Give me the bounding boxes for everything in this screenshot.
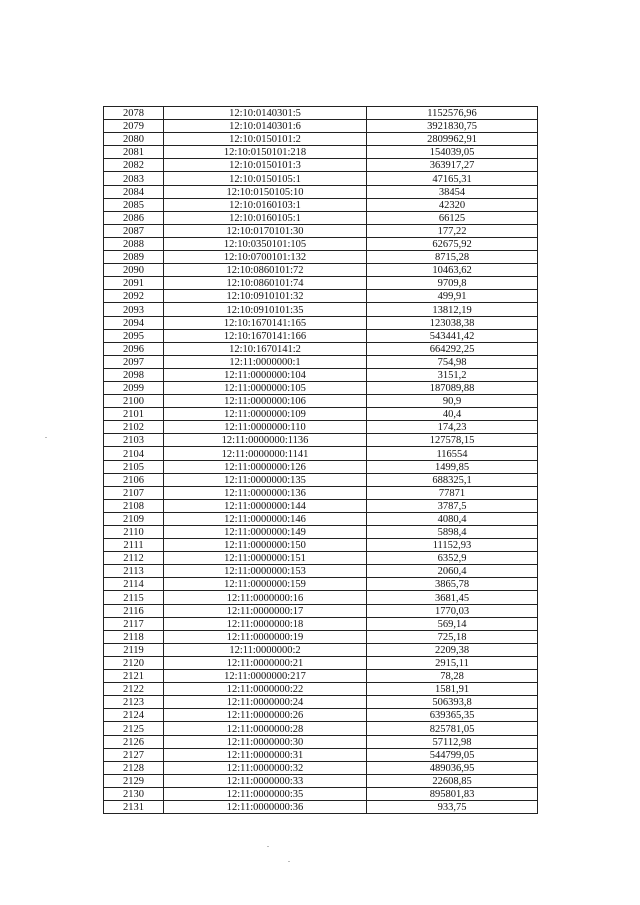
table-row: [104, 303, 538, 316]
cadastral-value-cell: 2915,11: [367, 656, 538, 669]
row-number-cell: 2085: [104, 198, 164, 211]
cadastral-value-cell: 363917,27: [367, 159, 538, 172]
table-row: [104, 709, 538, 722]
table-row: [104, 499, 538, 512]
cadastral-value-cell: 3151,2: [367, 368, 538, 381]
cadastral-value-cell: 754,98: [367, 355, 538, 368]
row-number-cell: 2118: [104, 630, 164, 643]
cadastral-value-cell: 38454: [367, 185, 538, 198]
row-number-cell: 2101: [104, 408, 164, 421]
table-row: [104, 539, 538, 552]
table-row: [104, 277, 538, 290]
table-row: [104, 264, 538, 277]
cadastral-number-cell: 12:11:0000000:126: [164, 460, 367, 473]
cadastral-value-cell: 895801,83: [367, 787, 538, 800]
table-row: [104, 735, 538, 748]
table-row: [104, 643, 538, 656]
table-row: [104, 552, 538, 565]
table-row: [104, 787, 538, 800]
table-row: [104, 460, 538, 473]
table-row: [104, 159, 538, 172]
row-number-cell: 2117: [104, 617, 164, 630]
cadastral-value-cell: 6352,9: [367, 552, 538, 565]
table-row: [104, 146, 538, 159]
cadastral-value-cell: 9709,8: [367, 277, 538, 290]
cadastral-number-cell: 12:10:0860101:72: [164, 264, 367, 277]
table-row: [104, 630, 538, 643]
cadastral-number-cell: 12:11:0000000:28: [164, 722, 367, 735]
cadastral-number-cell: 12:11:0000000:18: [164, 617, 367, 630]
row-number-cell: 2105: [104, 460, 164, 473]
cadastral-value-cell: 40,4: [367, 408, 538, 421]
table-row: [104, 133, 538, 146]
table-row: [104, 251, 538, 264]
row-number-cell: 2124: [104, 709, 164, 722]
cadastral-number-cell: 12:11:0000000:35: [164, 787, 367, 800]
cadastral-number-cell: 12:11:0000000:33: [164, 774, 367, 787]
row-number-cell: 2121: [104, 670, 164, 683]
cadastral-value-cell: 3865,78: [367, 578, 538, 591]
row-number-cell: 2086: [104, 211, 164, 224]
row-number-cell: 2126: [104, 735, 164, 748]
table-row: [104, 722, 538, 735]
table-row: [104, 211, 538, 224]
cadastral-number-cell: 12:11:0000000:136: [164, 486, 367, 499]
cadastral-number-cell: 12:11:0000000:217: [164, 670, 367, 683]
cadastral-number-cell: 12:11:0000000:146: [164, 512, 367, 525]
cadastral-number-cell: 12:11:0000000:149: [164, 526, 367, 539]
cadastral-value-cell: 13812,19: [367, 303, 538, 316]
cadastral-value-cell: 66125: [367, 211, 538, 224]
table-row: [104, 565, 538, 578]
table-row: [104, 696, 538, 709]
row-number-cell: 2090: [104, 264, 164, 277]
cadastral-number-cell: 12:11:0000000:32: [164, 761, 367, 774]
cadastral-value-cell: 1581,91: [367, 683, 538, 696]
row-number-cell: 2092: [104, 290, 164, 303]
table-row: [104, 368, 538, 381]
row-number-cell: 2103: [104, 434, 164, 447]
cadastral-value-cell: 77871: [367, 486, 538, 499]
cadastral-number-cell: 12:11:0000000:17: [164, 604, 367, 617]
table-row: [104, 329, 538, 342]
row-number-cell: 2107: [104, 486, 164, 499]
cadastral-value-cell: 5898,4: [367, 526, 538, 539]
row-number-cell: 2080: [104, 133, 164, 146]
cadastral-number-cell: 12:10:0140301:5: [164, 107, 367, 120]
table-row: [104, 774, 538, 787]
cadastral-value-cell: 2209,38: [367, 643, 538, 656]
cadastral-value-cell: 543441,42: [367, 329, 538, 342]
cadastral-value-cell: 10463,62: [367, 264, 538, 277]
row-number-cell: 2128: [104, 761, 164, 774]
cadastral-value-cell: 725,18: [367, 630, 538, 643]
cadastral-number-cell: 12:10:0160103:1: [164, 198, 367, 211]
row-number-cell: 2110: [104, 526, 164, 539]
table-row: [104, 290, 538, 303]
table-row: [104, 800, 538, 813]
cadastral-number-cell: 12:11:0000000:16: [164, 591, 367, 604]
cadastral-number-cell: 12:10:0910101:32: [164, 290, 367, 303]
table-row: [104, 224, 538, 237]
row-number-cell: 2100: [104, 395, 164, 408]
table-row: [104, 172, 538, 185]
cadastral-number-cell: 12:10:1670141:165: [164, 316, 367, 329]
row-number-cell: 2087: [104, 224, 164, 237]
cadastral-value-cell: 544799,05: [367, 748, 538, 761]
cadastral-number-cell: 12:10:0350101:105: [164, 237, 367, 250]
row-number-cell: 2127: [104, 748, 164, 761]
table-row: [104, 355, 538, 368]
table-row: [104, 670, 538, 683]
table-row: [104, 342, 538, 355]
cadastral-number-cell: 12:10:0150101:218: [164, 146, 367, 159]
cadastral-value-cell: 489036,95: [367, 761, 538, 774]
row-number-cell: 2113: [104, 565, 164, 578]
table-row: [104, 120, 538, 133]
cadastral-value-cell: 42320: [367, 198, 538, 211]
table-row: [104, 408, 538, 421]
cadastral-value-table: [103, 106, 538, 814]
cadastral-value-cell: 123038,38: [367, 316, 538, 329]
cadastral-value-cell: 2060,4: [367, 565, 538, 578]
row-number-cell: 2125: [104, 722, 164, 735]
table-row: [104, 198, 538, 211]
cadastral-value-cell: 22608,85: [367, 774, 538, 787]
row-number-cell: 2116: [104, 604, 164, 617]
cadastral-number-cell: 12:11:0000000:24: [164, 696, 367, 709]
cadastral-number-cell: 12:10:0910101:35: [164, 303, 367, 316]
row-number-cell: 2099: [104, 381, 164, 394]
cadastral-value-cell: 177,22: [367, 224, 538, 237]
row-number-cell: 2130: [104, 787, 164, 800]
row-number-cell: 2098: [104, 368, 164, 381]
table-row: [104, 486, 538, 499]
row-number-cell: 2115: [104, 591, 164, 604]
row-number-cell: 2088: [104, 237, 164, 250]
cadastral-value-cell: 11152,93: [367, 539, 538, 552]
row-number-cell: 2097: [104, 355, 164, 368]
table-row: [104, 237, 538, 250]
cadastral-value-cell: 569,14: [367, 617, 538, 630]
cadastral-number-cell: 12:10:0150101:3: [164, 159, 367, 172]
table-row: [104, 617, 538, 630]
cadastral-number-cell: 12:11:0000000:159: [164, 578, 367, 591]
cadastral-number-cell: 12:11:0000000:1136: [164, 434, 367, 447]
cadastral-number-cell: 12:11:0000000:150: [164, 539, 367, 552]
cadastral-number-cell: 12:11:0000000:105: [164, 381, 367, 394]
cadastral-value-cell: 57112,98: [367, 735, 538, 748]
cadastral-number-cell: 12:10:0150105:10: [164, 185, 367, 198]
row-number-cell: 2089: [104, 251, 164, 264]
table-row: [104, 512, 538, 525]
table-row: [104, 748, 538, 761]
cadastral-number-cell: 12:11:0000000:151: [164, 552, 367, 565]
cadastral-number-cell: 12:10:0160105:1: [164, 211, 367, 224]
row-number-cell: 2119: [104, 643, 164, 656]
cadastral-number-cell: 12:10:0170101:30: [164, 224, 367, 237]
cadastral-value-cell: 62675,92: [367, 237, 538, 250]
row-number-cell: 2091: [104, 277, 164, 290]
cadastral-value-cell: 933,75: [367, 800, 538, 813]
scan-speck: [267, 846, 269, 847]
cadastral-value-cell: 3921830,75: [367, 120, 538, 133]
cadastral-value-cell: 187089,88: [367, 381, 538, 394]
row-number-cell: 2120: [104, 656, 164, 669]
table-row: [104, 381, 538, 394]
row-number-cell: 2081: [104, 146, 164, 159]
cadastral-number-cell: 12:11:0000000:104: [164, 368, 367, 381]
cadastral-value-cell: 47165,31: [367, 172, 538, 185]
cadastral-value-cell: 664292,25: [367, 342, 538, 355]
cadastral-value-cell: 499,91: [367, 290, 538, 303]
cadastral-number-cell: 12:10:0860101:74: [164, 277, 367, 290]
table-row: [104, 656, 538, 669]
row-number-cell: 2093: [104, 303, 164, 316]
row-number-cell: 2095: [104, 329, 164, 342]
row-number-cell: 2084: [104, 185, 164, 198]
row-number-cell: 2102: [104, 421, 164, 434]
table-row: [104, 395, 538, 408]
cadastral-value-cell: 154039,05: [367, 146, 538, 159]
row-number-cell: 2131: [104, 800, 164, 813]
row-number-cell: 2079: [104, 120, 164, 133]
row-number-cell: 2108: [104, 499, 164, 512]
cadastral-value-cell: 3787,5: [367, 499, 538, 512]
cadastral-number-cell: 12:11:0000000:109: [164, 408, 367, 421]
cadastral-value-cell: 8715,28: [367, 251, 538, 264]
table-row: [104, 591, 538, 604]
row-number-cell: 2083: [104, 172, 164, 185]
cadastral-value-cell: 639365,35: [367, 709, 538, 722]
row-number-cell: 2111: [104, 539, 164, 552]
table-row: [104, 434, 538, 447]
cadastral-number-cell: 12:10:0700101:132: [164, 251, 367, 264]
cadastral-number-cell: 12:11:0000000:31: [164, 748, 367, 761]
scan-speck: [45, 437, 47, 438]
table-row: [104, 683, 538, 696]
row-number-cell: 2094: [104, 316, 164, 329]
table-row: [104, 604, 538, 617]
row-number-cell: 2078: [104, 107, 164, 120]
cadastral-number-cell: 12:11:0000000:135: [164, 473, 367, 486]
table-row: [104, 316, 538, 329]
cadastral-number-cell: 12:11:0000000:19: [164, 630, 367, 643]
row-number-cell: 2112: [104, 552, 164, 565]
cadastral-number-cell: 12:11:0000000:1141: [164, 447, 367, 460]
row-number-cell: 2114: [104, 578, 164, 591]
cadastral-value-cell: 3681,45: [367, 591, 538, 604]
row-number-cell: 2123: [104, 696, 164, 709]
row-number-cell: 2096: [104, 342, 164, 355]
cadastral-number-cell: 12:11:0000000:22: [164, 683, 367, 696]
cadastral-number-cell: 12:11:0000000:153: [164, 565, 367, 578]
cadastral-value-cell: 174,23: [367, 421, 538, 434]
cadastral-value-cell: 506393,8: [367, 696, 538, 709]
cadastral-value-cell: 688325,1: [367, 473, 538, 486]
cadastral-number-cell: 12:10:0150101:2: [164, 133, 367, 146]
table-row: [104, 578, 538, 591]
row-number-cell: 2082: [104, 159, 164, 172]
row-number-cell: 2106: [104, 473, 164, 486]
cadastral-number-cell: 12:11:0000000:2: [164, 643, 367, 656]
table-row: [104, 447, 538, 460]
cadastral-value-cell: 1770,03: [367, 604, 538, 617]
cadastral-number-cell: 12:11:0000000:106: [164, 395, 367, 408]
scan-speck: [288, 861, 290, 862]
cadastral-value-cell: 127578,15: [367, 434, 538, 447]
table-row: [104, 473, 538, 486]
cadastral-value-cell: 78,28: [367, 670, 538, 683]
cadastral-number-cell: 12:10:0140301:6: [164, 120, 367, 133]
table-row: [104, 526, 538, 539]
cadastral-number-cell: 12:10:0150105:1: [164, 172, 367, 185]
cadastral-number-cell: 12:10:1670141:2: [164, 342, 367, 355]
cadastral-number-cell: 12:11:0000000:36: [164, 800, 367, 813]
cadastral-value-cell: 116554: [367, 447, 538, 460]
cadastral-value-cell: 90,9: [367, 395, 538, 408]
cadastral-value-cell: 4080,4: [367, 512, 538, 525]
cadastral-number-cell: 12:11:0000000:30: [164, 735, 367, 748]
table-row: [104, 761, 538, 774]
row-number-cell: 2129: [104, 774, 164, 787]
table-body: [104, 107, 538, 814]
row-number-cell: 2122: [104, 683, 164, 696]
row-number-cell: 2104: [104, 447, 164, 460]
table-row: [104, 185, 538, 198]
table-row: [104, 107, 538, 120]
cadastral-number-cell: 12:11:0000000:144: [164, 499, 367, 512]
cadastral-number-cell: 12:11:0000000:21: [164, 656, 367, 669]
table-row: [104, 421, 538, 434]
cadastral-value-cell: 825781,05: [367, 722, 538, 735]
row-number-cell: 2109: [104, 512, 164, 525]
cadastral-number-cell: 12:11:0000000:26: [164, 709, 367, 722]
cadastral-number-cell: 12:11:0000000:1: [164, 355, 367, 368]
cadastral-value-cell: 1152576,96: [367, 107, 538, 120]
cadastral-value-cell: 2809962,91: [367, 133, 538, 146]
cadastral-value-cell: 1499,85: [367, 460, 538, 473]
cadastral-number-cell: 12:10:1670141:166: [164, 329, 367, 342]
cadastral-number-cell: 12:11:0000000:110: [164, 421, 367, 434]
